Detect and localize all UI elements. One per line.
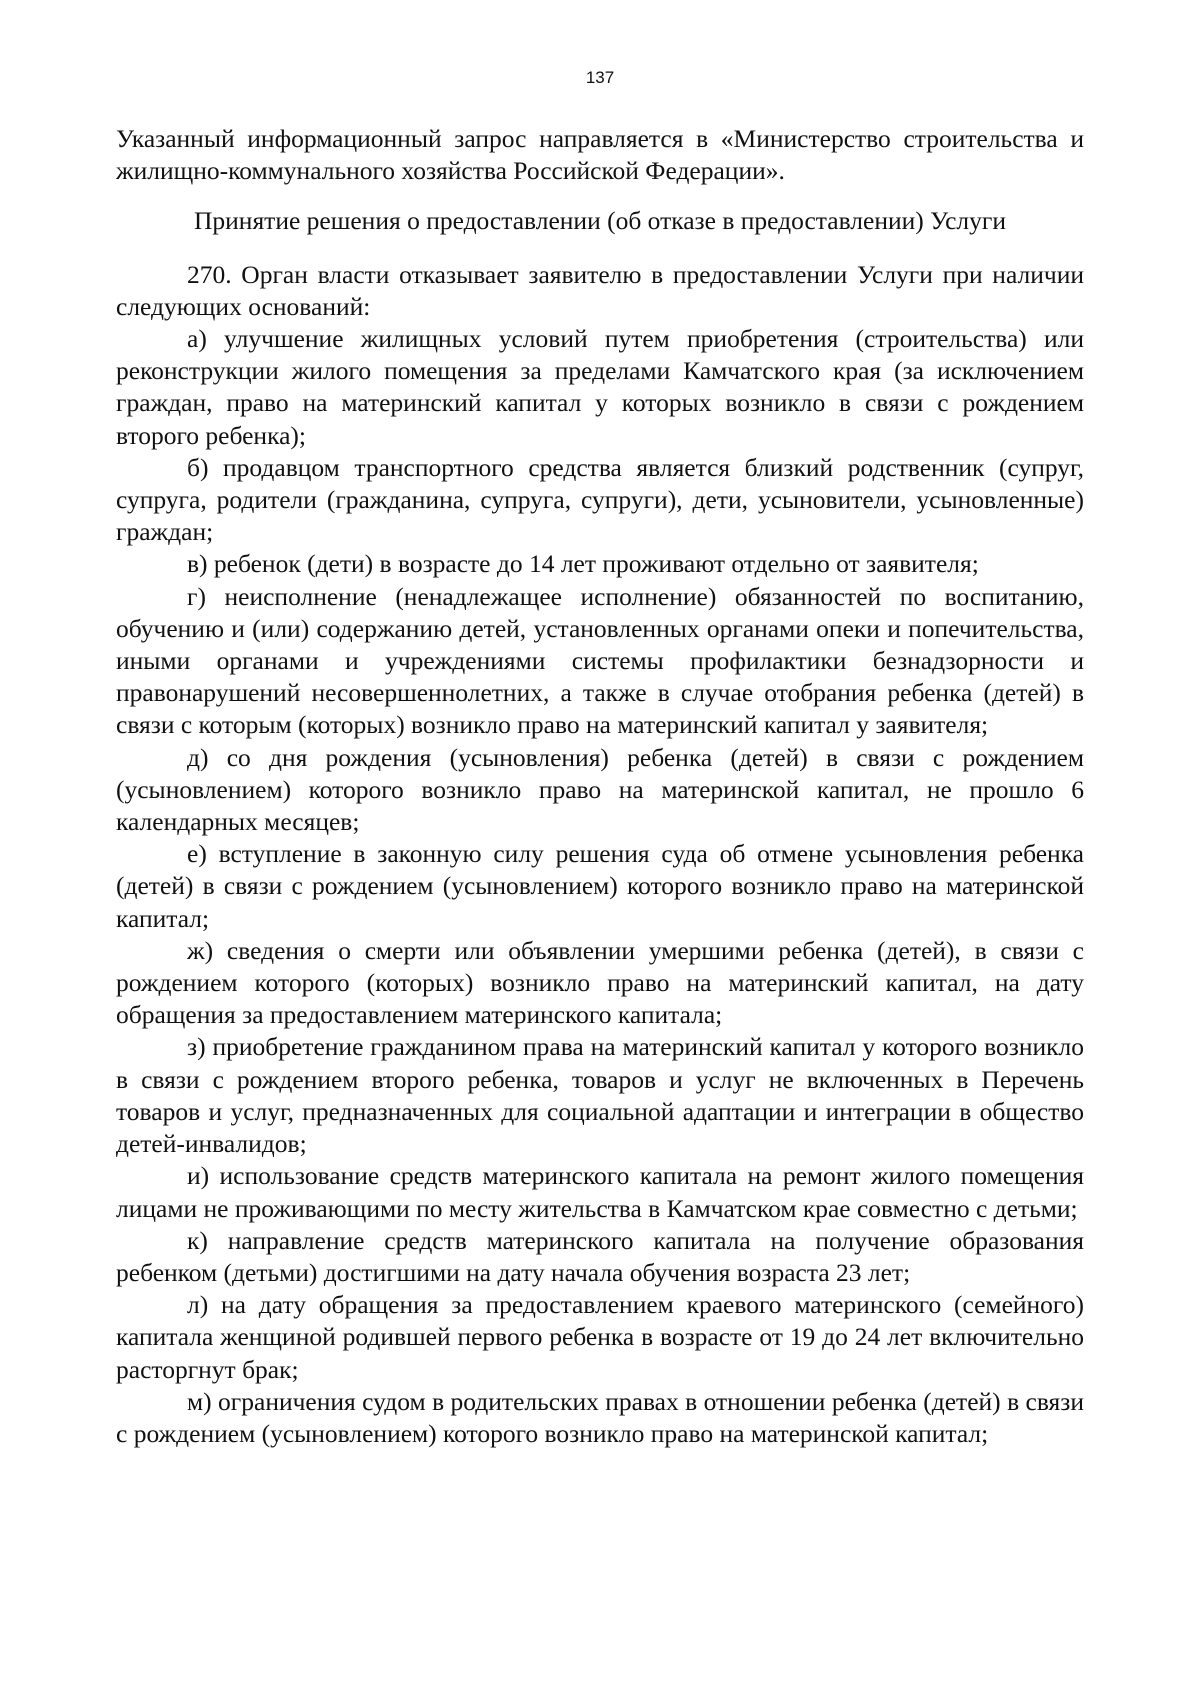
list-item-k: к) направление средств материнского капитала на получение образования ребенком (детьми) достигшими на дату начала обучения возраста 23 лет;	[116, 1225, 1084, 1287]
list-item-g: г) неисполнение (ненадлежащее исполнение) обязанностей по воспитанию, обучению и (или) содержанию детей, установленных органами опеки и попечительства, иными органами и учреждениями системы профилактики безнадзорности и правонарушений несовершеннолетних, а также в случае отобрания ребенка (детей) в связи с которым (которых) возникло право на материнский капитал у заявителя;	[116, 581, 1084, 740]
document-body	[116, 123, 1084, 1450]
list-item-v: в) ребенок (дети) в возрасте до 14 лет проживают отдельно от заявителя;	[187, 549, 979, 579]
list-item-m: м) ограничения судом в родительских правах в отношении ребенка (детей) в связи с рождением (усыновлением) которого возникло право на материнской капитал;	[116, 1386, 1084, 1448]
list-item-a: а) улучшение жилищных условий путем приобретения (строительства) или реконструкции жилого помещения за пределами Камчатского края (за исключением граждан, право на материнский капитал у которых возникло в связи с рождением второго ребенка);	[116, 324, 1084, 450]
clause-270: 270. Орган власти отказывает заявителю в предоставлении Услуги при наличии следующих оснований:	[116, 259, 1084, 321]
list-item-b: б) продавцом транспортного средства является близкий родственник (супруг, супруга, родители (гражданина, супруга, супруги), дети, усыновители, усыновленные) граждан;	[116, 452, 1084, 547]
list-item-e: е) вступление в законную силу решения суда об отмене усыновления ребенка (детей) в связи с рождением (усыновлением) которого возникло право на материнской капитал;	[116, 839, 1084, 933]
intro-paragraph: Указанный информационный запрос направляется в «Министерство строительства и жилищно-коммунального хозяйства Российской Федерации».	[116, 124, 1084, 186]
list-item-i: и) использование средств материнского капитала на ремонт жилого помещения лицами не проживающими по месту жительства в Камчатском крае совместно с детьми;	[116, 1161, 1084, 1223]
section-title: Принятие решения о предоставлении (об отказе в предоставлении) Услуги	[193, 206, 1007, 236]
page-number: 137	[585, 68, 615, 87]
list-item-d: д) со дня рождения (усыновления) ребенка (детей) в связи с рождением (усыновлением) которого возникло право на материнской капитал, не прошло 6 календарных месяцев;	[116, 742, 1084, 837]
list-item-l: л) на дату обращения за предоставлением краевого материнского (семейного) капитала женщиной родившей первого ребенка в возрасте от 19 до 24 лет включительно расторгнут брак;	[116, 1290, 1084, 1384]
list-item-z: з) приобретение гражданином права на материнский капитал у которого возникло в связи с рождением второго ребенка, товаров и услуг не включенных в Перечень товаров и услуг, предназначенных для социальной адаптации и интеграции в общество детей-инвалидов;	[116, 1032, 1084, 1159]
list-item-zh: ж) сведения о смерти или объявлении умершими ребенка (детей), в связи с рождением которого (которых) возникло право на материнский капитал, на дату обращения за предоставлением материнского капитала;	[116, 935, 1084, 1030]
